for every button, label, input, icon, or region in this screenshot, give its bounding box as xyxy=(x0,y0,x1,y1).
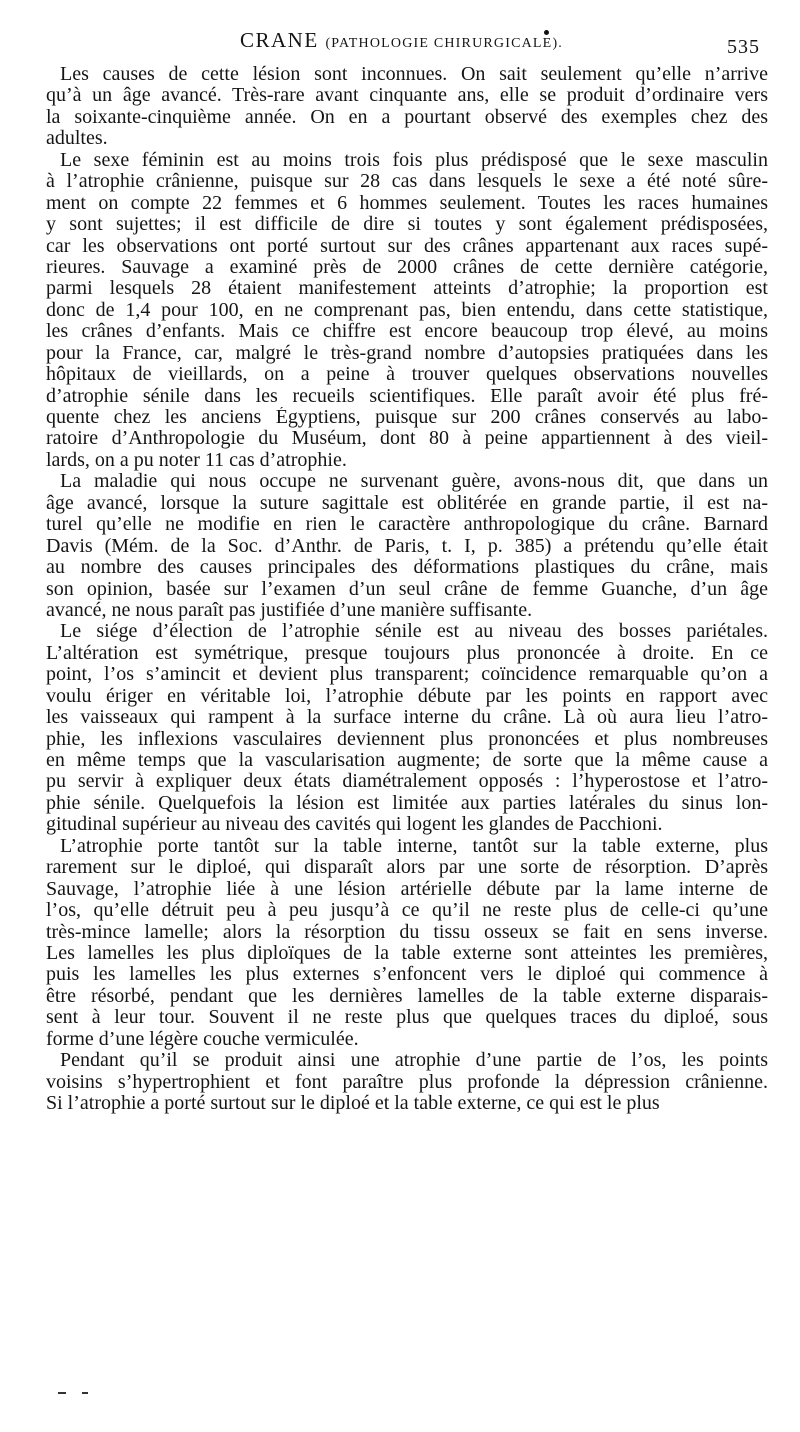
text-line: Si l’atrophie a porté surtout sur le diploé et la table externe, ce qui est le plus xyxy=(46,1093,660,1114)
text-line: turel qu’elle ne modifie en rien le caractère anthropologique du crâne. Barnard xyxy=(46,514,768,536)
text-line: les crânes d’enfants. Mais ce chiffre est encore beaucoup trop élevé, au moins xyxy=(46,321,768,343)
paragraph xyxy=(46,621,768,835)
text-line: Le siége d’élection de l’atrophie sénile est au niveau des bosses pariétales. xyxy=(60,621,768,643)
print-speck-mark xyxy=(544,30,549,35)
text-line: au nombre des causes principales des déformations plastiques du crâne, mais xyxy=(46,557,768,579)
text-line: être résorbé, pendant que les dernières lamelles de la table externe disparais- xyxy=(46,985,768,1007)
footer-print-marks xyxy=(58,1392,98,1394)
text-line: y sont sujettes; il est difficile de dire si toutes y sont également prédisposées, xyxy=(46,214,768,236)
text-line: gitudinal supérieur au niveau des cavités qui logent les glandes de Pacchioni. xyxy=(46,814,663,836)
text-line: rieures. Sauvage a examiné près de 2000 crânes de cette dernière catégorie, xyxy=(46,256,768,278)
running-title-subtitle: (PATHOLOGIE CHIRURGICALE). xyxy=(325,36,564,51)
text-line: son opinion, basée sur l’examen d’un seul crâne de femme Guanche, d’un âge xyxy=(46,578,768,600)
text-line: adultes. xyxy=(46,128,108,150)
text-line: l’os, qu’elle détruit peu à peu jusqu’à ce qu’il ne reste plus de celle-ci qu’une xyxy=(46,900,768,922)
text-line: Les causes de cette lésion sont inconnues. On sait seulement qu’elle n’arrive xyxy=(60,64,768,85)
text-line: puis les lamelles les plus externes s’enfoncent vers le diploé qui commence à xyxy=(46,964,768,986)
text-line: lards, on a pu noter 11 cas d’atrophie. xyxy=(46,449,347,471)
text-line: Le sexe féminin est au moins trois fois plus prédisposé que le sexe masculin xyxy=(60,149,768,171)
text-line: ratoire d’Anthropologie du Muséum, dont 80 à peine appartiennent à des vieil- xyxy=(46,428,768,450)
text-line: parmi lesquels 28 étaient manifestement atteints d’atrophie; la proportion est xyxy=(46,278,768,300)
text-line: L’atrophie porte tantôt sur la table interne, tantôt sur la table externe, plus xyxy=(60,835,768,857)
running-title xyxy=(240,28,563,53)
text-line: donc de 1,4 pour 100, en ne comprenant pas, bien entendu, dans cette statistique, xyxy=(46,299,768,321)
text-line: très-mince lamelle; alors la résorption du tissu osseux se fait en sens inverse. xyxy=(46,921,768,943)
text-line: car les observations ont porté surtout sur des crânes appartenant aux races supé- xyxy=(46,235,768,257)
body-text xyxy=(46,64,768,1114)
text-line: pu servir à expliquer deux états diamétralement opposés : l’hyperostose et l’atro- xyxy=(46,771,768,793)
text-line: sent à leur tour. Souvent il ne reste plus que quelques traces du diploé, sous xyxy=(46,1007,768,1029)
text-line: pour la France, car, malgré le très-grand nombre d’autopsies pratiquées dans les xyxy=(46,342,768,364)
text-line: voisins s’hypertrophient et font paraître plus profonde la dépression crânienne. xyxy=(46,1071,768,1093)
running-title-main: CRANE xyxy=(240,28,319,52)
text-line: phie, les inflexions vasculaires deviennent plus prononcées et plus nombreuses xyxy=(46,728,768,750)
text-line: ment on compte 22 femmes et 6 hommes seulement. Toutes les races humaines xyxy=(46,192,768,214)
paragraph xyxy=(46,1050,768,1114)
paragraph xyxy=(46,836,768,1050)
text-line: point, l’os s’amincit et devient plus transparent; coïncidence remarquable qu’on a xyxy=(46,664,768,686)
text-line: forme d’une légère couche vermiculée. xyxy=(46,1028,359,1050)
page-number: 535 xyxy=(727,36,760,58)
text-line: phie sénile. Quelquefois la lésion est limitée aux parties latérales du sinus lon- xyxy=(46,792,768,814)
text-line: Sauvage, l’atrophie liée à une lésion artérielle débute par la lame interne de xyxy=(46,878,768,900)
text-line: à l’atrophie crânienne, puisque sur 28 cas dans lesquels le sexe a été noté sûre- xyxy=(46,171,768,193)
text-line: L’altération est symétrique, presque toujours plus prononcée à droite. En ce xyxy=(46,642,768,664)
text-line: hôpitaux de vieillards, on a peine à trouver quelques observations nouvelles xyxy=(46,364,768,386)
text-line: qu’à un âge avancé. Très-rare avant cinquante ans, elle se produit d’ordinaire vers xyxy=(46,85,768,107)
text-line: d’atrophie sénile dans les recueils scientifiques. Elle paraît avoir été plus fré- xyxy=(46,385,768,407)
paragraph xyxy=(46,150,768,472)
text-line: avancé, ne nous paraît pas justifiée d’une manière suffisante. xyxy=(46,599,533,621)
text-line: les vaisseaux qui rampent à la surface interne du crâne. Là où aura lieu l’atro- xyxy=(46,707,768,729)
paragraph xyxy=(46,64,768,150)
text-line: en même temps que la vascularisation augmente; de sorte que la même cause a xyxy=(46,750,768,771)
text-line: voulu ériger en véritable loi, l’atrophie débute par les points en rapport avec xyxy=(46,685,768,707)
text-line: la soixante-cinquième année. On en a pourtant observé des exemples chez des xyxy=(46,106,768,128)
text-line: Les lamelles les plus diploïques de la table externe sont atteintes les premières, xyxy=(46,942,768,964)
text-line: âge avancé, lorsque la suture sagittale est oblitérée en grande partie, il est na- xyxy=(46,492,768,514)
text-line: La maladie qui nous occupe ne survenant guère, avons-nous dit, que dans un xyxy=(60,471,768,493)
text-line: Davis (Mém. de la Soc. d’Anthr. de Paris, t. I, p. 385) a prétendu qu’elle était xyxy=(46,535,768,557)
text-line: rarement sur le diploé, qui disparaît alors par une sorte de résorption. D’après xyxy=(46,857,768,879)
text-line: quente chez les anciens Égyptiens, puisque sur 200 crânes conservés au labo- xyxy=(46,407,768,428)
page-header xyxy=(58,28,770,64)
paragraph xyxy=(46,471,768,621)
text-line: Pendant qu’il se produit ainsi une atrophie d’une partie de l’os, les points xyxy=(60,1050,768,1072)
